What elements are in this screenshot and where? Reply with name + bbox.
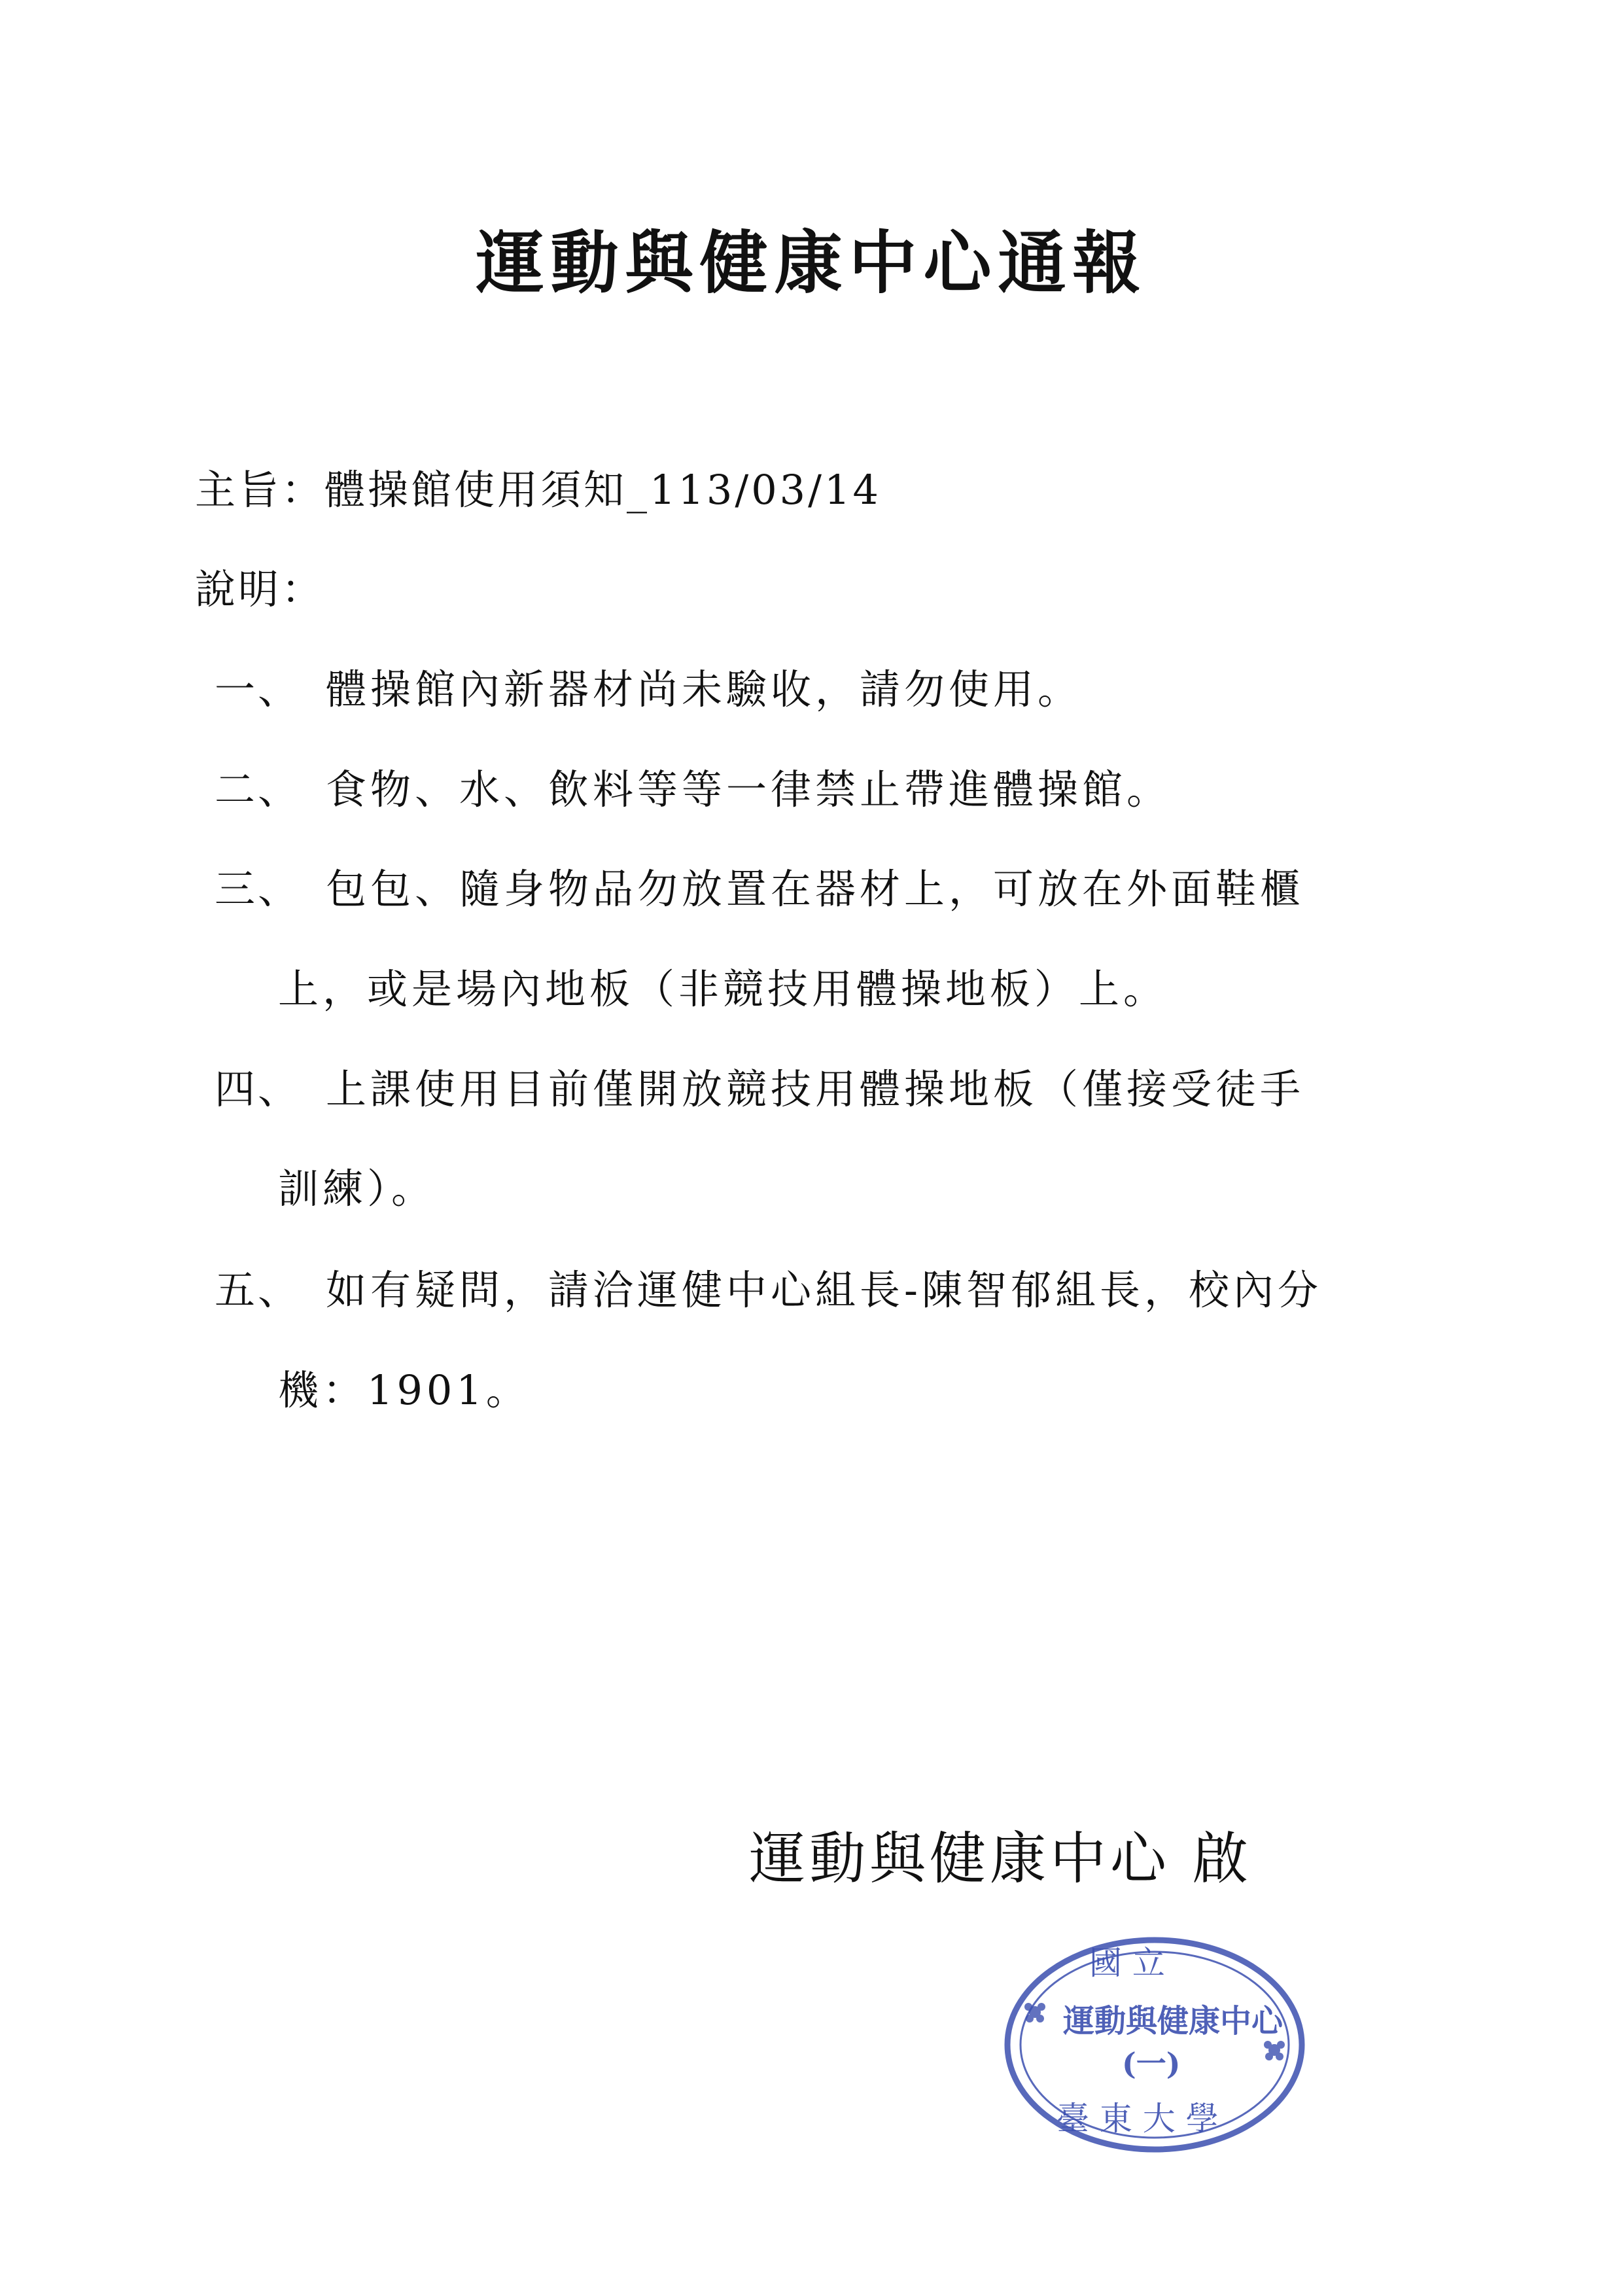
item-3-text-line-1: 包包、隨身物品勿放置在器材上，可放在外面鞋櫃 bbox=[326, 865, 1305, 913]
item-4-text-line-2: 訓練）。 bbox=[278, 1165, 436, 1212]
seal-top-text: 國 立 bbox=[1089, 1944, 1165, 1982]
item-5-text-line-2: 機：1901。 bbox=[278, 1366, 531, 1414]
item-2-number: 二、 bbox=[215, 766, 302, 813]
signature: 運動與健康中心 啟 bbox=[749, 1826, 1253, 1892]
item-2-text: 食物、水、飲料等等一律禁止帶進體操館。 bbox=[326, 766, 1172, 813]
plum-blossom-icon bbox=[1264, 2041, 1285, 2060]
plum-blossom-icon bbox=[1024, 2003, 1045, 2022]
explanation-label: 說明： bbox=[195, 565, 325, 613]
item-3-text-line-2: 上，或是場內地板（非競技用體操地板）上。 bbox=[278, 965, 1168, 1013]
item-1-number: 一、 bbox=[215, 665, 302, 713]
official-seal-stamp bbox=[1001, 1934, 1308, 2156]
item-3-number: 三、 bbox=[215, 865, 302, 913]
notice-title: 運動與健康中心通報 bbox=[476, 222, 1147, 303]
item-4-text-line-1: 上課使用目前僅開放競技用體操地板（僅接受徒手 bbox=[326, 1065, 1305, 1113]
item-5-number: 五、 bbox=[215, 1266, 302, 1314]
subject-line: 主旨：體操館使用須知_113/03/14 bbox=[195, 466, 881, 514]
item-4-number: 四、 bbox=[215, 1065, 302, 1113]
seal-bottom-text: 臺 東 大 學 bbox=[1056, 2100, 1219, 2138]
item-5-text-line-1: 如有疑問，請洽運健中心組長-陳智郁組長，校內分 bbox=[326, 1266, 1322, 1314]
seal-number-text: (一) bbox=[1122, 2046, 1181, 2081]
seal-middle-text: 運動與健康中心 bbox=[1063, 2003, 1283, 2040]
item-1-text: 體操館內新器材尚未驗收，請勿使用。 bbox=[326, 665, 1083, 713]
